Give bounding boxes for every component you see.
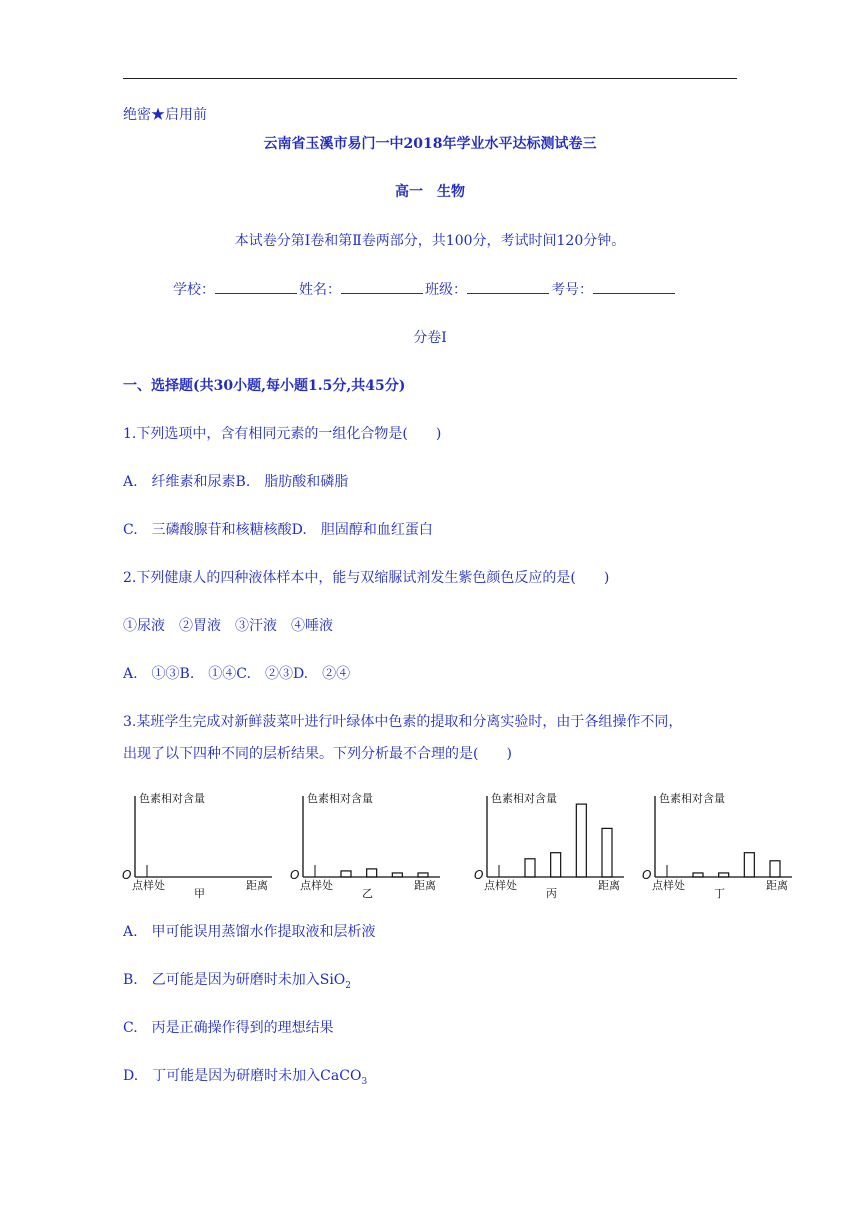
origin-label: O <box>642 868 652 882</box>
q3-option-d <box>123 1067 367 1091</box>
q3-option-b-text: B. 乙可能是因为研磨时未加入SiO <box>123 972 346 988</box>
bar-1 <box>525 859 535 877</box>
name-label: 姓名： <box>299 282 341 298</box>
part-label: 分卷I <box>413 330 447 346</box>
secret-label: 绝密★启用前 <box>123 107 207 123</box>
y-axis-label: 色素相对含量 <box>139 792 205 805</box>
chart-4 <box>640 786 800 906</box>
q1-options-ab: A. 纤维素和尿素B. 脂肪酸和磷脂 <box>123 474 349 490</box>
start-label: 点样处 <box>132 879 165 892</box>
school-label: 学校： <box>173 282 215 298</box>
chart-3 <box>472 786 632 906</box>
chart-1 <box>120 786 280 906</box>
bar-3 <box>744 853 754 877</box>
y-axis-label: 色素相对含量 <box>659 792 725 805</box>
q1-stem: 1.下列选项中，含有相同元素的一组化合物是( ) <box>123 426 442 442</box>
q1-options-cd: C. 三磷酸腺苷和核糖核酸D. 胆固醇和血红蛋白 <box>123 522 433 538</box>
q3-option-b-subscript: 2 <box>345 980 352 991</box>
subject-title: 高一 生物 <box>395 184 465 200</box>
bar-4 <box>770 861 780 877</box>
q2-stem: 2.下列健康人的四种液体样本中，能与双缩脲试剂发生紫色颜色反应的是( ) <box>123 570 610 586</box>
exam-title: 云南省玉溪市易门一中2018年学业水平达标测试卷三 <box>263 136 597 152</box>
exam-number-field[interactable] <box>593 281 675 294</box>
origin-label: O <box>474 868 484 882</box>
start-label: 点样处 <box>484 879 517 892</box>
x-axis-label: 距离 <box>766 879 788 892</box>
x-axis-label: 距离 <box>414 879 436 892</box>
origin-label: O <box>122 868 132 882</box>
y-axis-label: 色素相对含量 <box>307 792 373 805</box>
class-label: 班级： <box>425 282 467 298</box>
bar-4 <box>602 828 612 877</box>
chart-2 <box>288 786 448 906</box>
q3-option-d-subscript: 3 <box>361 1076 368 1087</box>
school-field[interactable] <box>215 281 297 294</box>
chart-title: 丁 <box>714 887 725 900</box>
exam-note: 本试卷分第Ⅰ卷和第Ⅱ卷两部分，共100分，考试时间120分钟。 <box>234 233 626 249</box>
q2-options: A. ①③B. ①④C. ②③D. ②④ <box>123 666 351 682</box>
chart-title: 丙 <box>546 887 557 900</box>
origin-label: O <box>290 868 300 882</box>
class-field[interactable] <box>467 281 549 294</box>
chart-title: 甲 <box>194 887 205 900</box>
q3-option-b <box>123 971 351 995</box>
x-axis-label: 距离 <box>598 879 620 892</box>
chart-title: 乙 <box>362 887 373 900</box>
q2-items: ①尿液 ②胃液 ③汗液 ④唾液 <box>123 618 333 634</box>
q3-option-d-text: D. 丁可能是因为研磨时未加入CaCO <box>123 1068 362 1084</box>
chromatography-charts <box>120 786 800 906</box>
q3-option-c: C. 丙是正确操作得到的理想结果 <box>123 1020 334 1036</box>
bar-1 <box>341 871 351 877</box>
name-field[interactable] <box>341 281 423 294</box>
q3-stem-line1: 3.某班学生完成对新鲜菠菜叶进行叶绿体中色素的提取和分离实验时，由于各组操作不同， <box>123 714 683 730</box>
bar-2 <box>367 869 377 877</box>
q3-stem-line2: 出现了以下四种不同的层析结果。下列分析最不合理的是( ) <box>123 746 512 762</box>
header-rule <box>123 78 737 79</box>
start-label: 点样处 <box>652 879 685 892</box>
start-label: 点样处 <box>300 879 333 892</box>
info-line <box>173 281 677 299</box>
q3-option-a: A. 甲可能误用蒸馏水作提取液和层析液 <box>123 924 376 940</box>
bar-3 <box>576 804 586 877</box>
exam-number-label: 考号： <box>551 282 593 298</box>
section-heading: 一、选择题(共30小题,每小题1.5分,共45分) <box>123 378 406 394</box>
x-axis-label: 距离 <box>246 879 268 892</box>
y-axis-label: 色素相对含量 <box>491 792 557 805</box>
bar-2 <box>551 853 561 877</box>
